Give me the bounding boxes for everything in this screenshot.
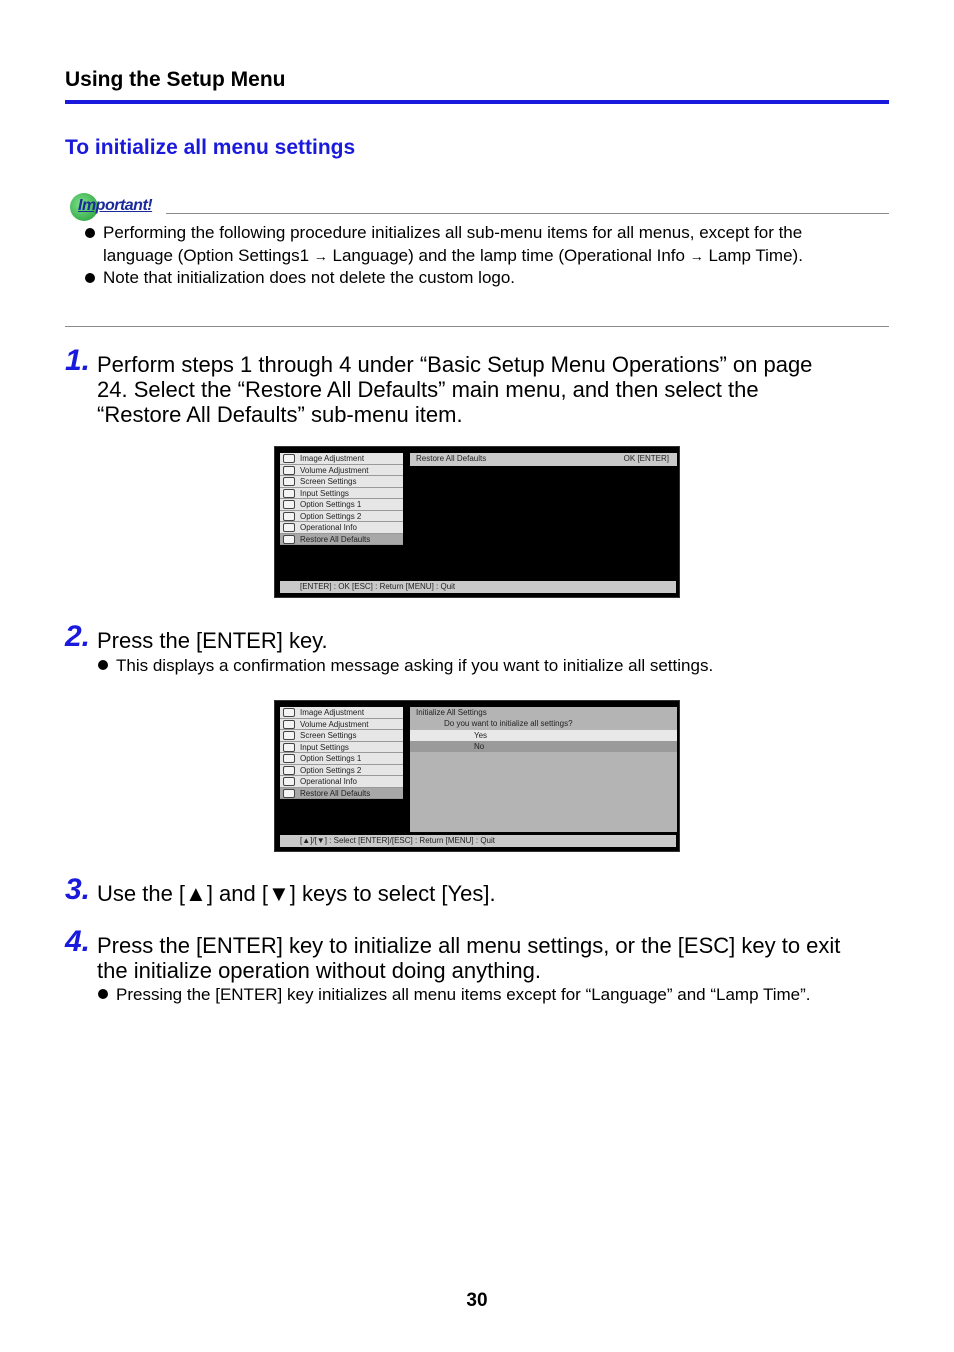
image-adjust-icon [283, 454, 295, 463]
screen-icon [283, 731, 295, 740]
menu-item: Image Adjustment [280, 453, 403, 465]
option-icon [283, 500, 295, 509]
restore-icon [283, 535, 295, 544]
bullet-item: This displays a confirmation message asking if you want to initialize all settings. [98, 654, 858, 677]
image-adjust-icon [283, 708, 295, 717]
important-rule [166, 213, 889, 214]
step-text: Press the [ENTER] key. [97, 628, 328, 653]
volume-icon [283, 466, 295, 475]
menu-item: Option Settings 1 [280, 499, 403, 511]
arrow-right-icon: → [689, 247, 704, 264]
dialog-question: Do you want to initialize all settings? [444, 719, 573, 728]
confirm-dialog [410, 707, 677, 832]
step-number: 3. [65, 873, 91, 906]
step-text: Perform steps 1 through 4 under “Basic Setup Menu Operations” on page 24. Select the “Restore All Defaults” main menu, and then select the “Restore All Defaults” sub-menu item. [97, 352, 813, 427]
menu-item: Volume Adjustment [280, 465, 403, 477]
step-number: 4. [65, 925, 91, 958]
menu-item-selected: Restore All Defaults [280, 788, 403, 800]
option-no: No [410, 741, 677, 752]
input-icon [283, 743, 295, 752]
page-number: 30 [466, 1290, 488, 1311]
screen-footer: [ENTER] : OK [ESC] : Return [MENU] : Quit [280, 581, 676, 593]
menu-item: Option Settings 2 [280, 511, 403, 523]
step-number: 1. [65, 344, 91, 377]
info-icon [283, 523, 295, 532]
important-item: Performing the following procedure initializes all sub-menu items for all menus, except for the language (Option Settings1 → Language) and the lamp time (Operational Info → Lamp Time). [85, 222, 860, 267]
important-item: Note that initialization does not delete the custom logo. [85, 267, 860, 290]
option-icon [283, 766, 295, 775]
menu-item: Screen Settings [280, 730, 403, 742]
menu-item: Operational Info [280, 522, 403, 534]
menu-item: Input Settings [280, 488, 403, 500]
dialog-title: Initialize All Settings [416, 708, 487, 717]
important-list [85, 222, 860, 290]
info-icon [283, 777, 295, 786]
menu-screenshot-restore [274, 446, 680, 598]
screen-footer: [▲]/[▼] : Select [ENTER]/[ESC] : Return [MENU] : Quit [280, 835, 676, 847]
bullet-item: Pressing the [ENTER] key initializes all menu items except for “Language” and “Lamp Time”. [98, 983, 838, 1006]
menu-item-selected: Restore All Defaults [280, 534, 403, 546]
step-text: Use the [▲] and [▼] keys to select [Yes]. [97, 881, 496, 906]
menu-item: Operational Info [280, 776, 403, 788]
restore-icon [283, 789, 295, 798]
bullet-icon [98, 989, 108, 999]
sub-menu-item: Restore All Defaults OK [ENTER] [410, 453, 677, 466]
option-icon [283, 754, 295, 763]
header-rule [65, 100, 889, 104]
step-text: Press the [ENTER] key to initialize all menu settings, or the [ESC] key to exit the initialize operation without doing anything. [97, 933, 841, 983]
menu-screenshot-confirm [274, 700, 680, 852]
bullet-icon [98, 660, 108, 670]
volume-icon [283, 720, 295, 729]
important-label: Important! [78, 197, 153, 214]
menu-item: Option Settings 2 [280, 765, 403, 777]
input-icon [283, 489, 295, 498]
bullet-icon [85, 228, 95, 238]
menu-item: Volume Adjustment [280, 719, 403, 731]
important-bottom-rule [65, 326, 889, 327]
option-icon [283, 512, 295, 521]
section-title: To initialize all menu settings [65, 136, 356, 159]
step-number: 2. [65, 620, 91, 653]
bullet-icon [85, 273, 95, 283]
main-menu [280, 707, 403, 799]
screen-icon [283, 477, 295, 486]
menu-item: Input Settings [280, 742, 403, 754]
arrow-right-icon: → [313, 247, 328, 264]
main-menu [280, 453, 403, 545]
step-bullets [98, 654, 858, 677]
menu-item: Screen Settings [280, 476, 403, 488]
option-yes: Yes [410, 730, 677, 741]
step-bullets [98, 983, 838, 1006]
menu-item: Option Settings 1 [280, 753, 403, 765]
header-title: Using the Setup Menu [65, 68, 286, 91]
menu-item: Image Adjustment [280, 707, 403, 719]
